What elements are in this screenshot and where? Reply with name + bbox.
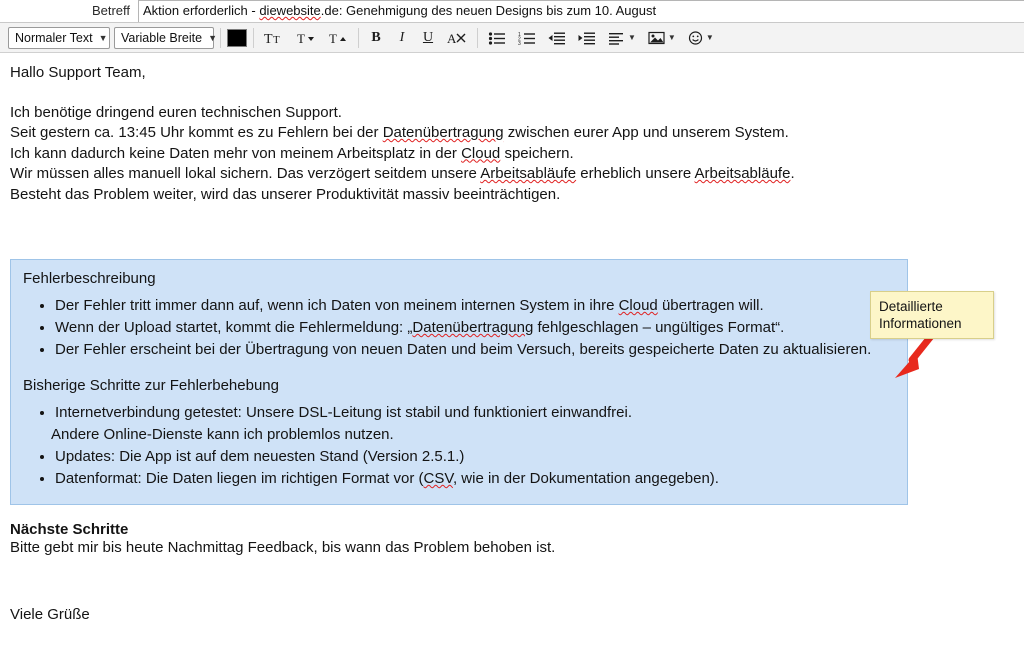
chevron-down-icon: ▼	[705, 32, 714, 42]
troubleshooting-steps-list	[29, 402, 895, 490]
svg-text:1: 1	[518, 31, 521, 38]
subject-misspelled-word: diewebsite	[259, 3, 321, 18]
list-item: • Der Fehler tritt immer dann auf, wenn ich Daten von meinem internen System in ihre Cloud übertragen will.	[55, 295, 895, 317]
blank-line	[23, 361, 895, 373]
callout-line-2: Informationen	[879, 316, 962, 331]
list-item-line-2: Andere Online-Dienste kann ich problemlos nutzen.	[51, 426, 394, 443]
intro-line-2: Seit gestern ca. 13:45 Uhr kommt es zu Fehlern bei der Datenübertragung zwischen eurer App und unserem System.	[10, 124, 789, 141]
svg-text:3: 3	[518, 40, 521, 45]
subject-bar	[0, 0, 1024, 23]
list-item	[51, 402, 895, 446]
intro-line-5: Besteht das Problem weiter, wird das unserer Produktivität massiv beeinträchtigen.	[10, 185, 561, 203]
error-description-title: Fehlerbeschreibung	[23, 270, 156, 287]
toolbar-divider	[220, 28, 221, 48]
highlighted-details-box	[10, 259, 908, 505]
bold-icon[interactable]: B	[371, 29, 381, 45]
subject-label: Betreff	[91, 3, 130, 18]
svg-text:T: T	[329, 30, 337, 46]
text-color-swatch[interactable]	[227, 29, 247, 47]
error-description-list	[29, 295, 895, 361]
font-width-value: Variable Breite	[121, 30, 203, 45]
alignment-dropdown[interactable]	[604, 27, 640, 49]
subject-input[interactable]	[138, 0, 1024, 22]
chevron-down-icon: ▼	[208, 32, 217, 43]
callout-note	[870, 291, 994, 339]
font-size-up-icon[interactable]	[324, 27, 352, 49]
toolbar-divider	[358, 28, 359, 48]
chevron-down-icon: ▼	[98, 32, 108, 43]
insert-emoji-dropdown[interactable]	[684, 27, 718, 49]
decrease-font-size-icon[interactable]	[292, 27, 320, 49]
remove-formatting-icon[interactable]	[443, 27, 471, 49]
paragraph-style-value: Normaler Text	[15, 30, 93, 45]
next-steps-title: Nächste Schritte	[10, 521, 129, 538]
svg-text:T: T	[297, 30, 305, 46]
toolbar-divider	[253, 28, 254, 48]
chevron-down-icon: ▼	[628, 32, 636, 42]
intro-line-4: Wir müssen alles manuell lokal sichern. Das verzögert seitdem unsere Arbeitsabläufe erheblich unsere Arbeitsabläufe.	[10, 165, 795, 182]
svg-text:T: T	[273, 33, 280, 46]
font-width-dropdown[interactable]	[114, 27, 217, 49]
chevron-down-icon: ▼	[667, 32, 676, 42]
numbered-list-icon[interactable]	[514, 27, 540, 49]
list-item-line-1: Internetverbindung getestet: Unsere DSL-Leitung ist stabil und funktioniert einwandfrei.	[55, 404, 633, 421]
list-item: • Der Fehler erscheint bei der Übertragung von neuen Daten und beim Versuch, bereits gespeicherte Daten zu aktualisieren.	[55, 339, 895, 361]
list-item: • Wenn der Upload startet, kommt die Fehlermeldung: „Datenübertragung fehlgeschlagen – ungültiges Format“.	[55, 317, 895, 339]
next-steps-text: Bitte gebt mir bis heute Nachmittag Feedback, bis wann das Problem behoben ist.	[10, 539, 556, 556]
italic-icon[interactable]: I	[399, 29, 405, 45]
increase-indent-icon[interactable]	[574, 27, 600, 49]
toolbar-divider	[477, 28, 478, 48]
closing-line: Viele Grüße	[10, 605, 90, 623]
subject-text-suffix: .de: Genehmigung des neuen Designs bis zum 10. August	[320, 3, 657, 18]
svg-text:2: 2	[518, 36, 521, 43]
bulleted-list-icon[interactable]	[484, 27, 510, 49]
blank-line	[10, 84, 1014, 103]
list-item: • Datenformat: Die Daten liegen im richtigen Format vor (CSV, wie in der Dokumentation angegeben).	[55, 468, 895, 490]
greeting-line: Hallo Support Team,	[10, 64, 146, 81]
underline-icon[interactable]: U	[422, 29, 434, 45]
next-steps-block	[10, 521, 1014, 559]
intro-line-3: Ich kann dadurch keine Daten mehr von meinem Arbeitsplatz in der Cloud speichern.	[10, 144, 574, 162]
blank-line	[10, 559, 1014, 605]
intro-line-1: Ich benötige dringend euren technischen Support.	[10, 103, 342, 121]
troubleshooting-steps-title: Bisherige Schritte zur Fehlerbehebung	[23, 377, 279, 394]
svg-text:T: T	[264, 31, 273, 46]
mail-body[interactable]	[0, 53, 1024, 625]
paragraph-style-dropdown[interactable]	[8, 27, 110, 49]
blank-line	[10, 205, 1014, 251]
decrease-indent-icon[interactable]	[544, 27, 570, 49]
increase-font-size-icon[interactable]	[260, 27, 288, 49]
svg-text:A: A	[447, 30, 457, 46]
formatting-toolbar	[0, 23, 1024, 53]
subject-text-prefix: Aktion erforderlich -	[143, 3, 260, 18]
insert-image-dropdown[interactable]	[644, 27, 680, 49]
list-item: • Updates: Die App ist auf dem neuesten Stand (Version 2.5.1.)	[55, 446, 895, 468]
callout-line-1: Detaillierte	[879, 299, 943, 314]
